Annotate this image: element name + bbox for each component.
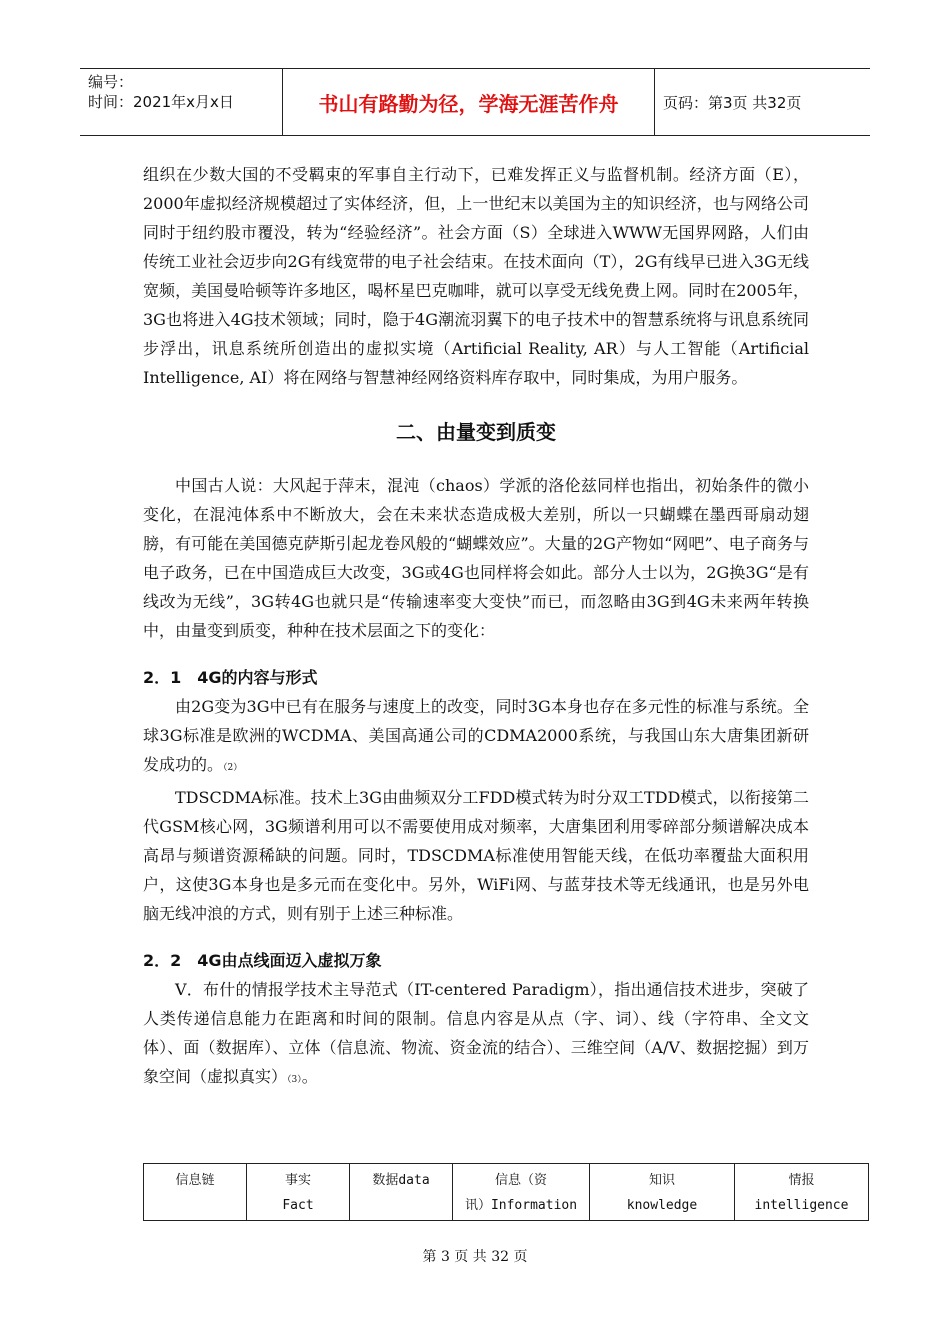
reference-2: （2） (223, 763, 243, 773)
reference-3: （3） (287, 1075, 302, 1085)
table-cell: 知识 knowledge (590, 1164, 735, 1221)
paragraph-2: 中国古人说：大风起于萍末，混沌（chaos）学派的洛伦兹同样也指出，初始条件的微小变化，在混沌体系中不断放大，会在未来状态造成极大差别，所以一只蝴蝶在墨西哥扇动翅膀，有可能在美国德克萨斯引起龙卷风般的“蝴蝶效应”。大量的2G产物如“网吧”、电子商务与电子政务，已在中国造成巨大改变，3G或4G也同样将会如此。部分人士以为，2G换3G“是有线改为无线”，3G转4G也就只是“传输速率变大变快”而已，而忽略由3G到4G未来两年转换中，由量变到质变，种种在技术层面之下的变化： (143, 476, 809, 640)
information-chain-table (143, 1163, 869, 1221)
table-cell: 数据data (350, 1164, 453, 1221)
number-label: 编号： (88, 73, 134, 91)
table-cell: 信息（资 讯）Information (453, 1164, 590, 1221)
subsection-2-1-title: 2．1 4G的内容与形式 (143, 668, 318, 687)
date-line: 时间：2021年x月x日 (88, 93, 234, 111)
table-cell: 事实 Fact (247, 1164, 350, 1221)
paragraph-3 (143, 692, 809, 783)
paragraph-4: TDSCDMA标准。技术上3G由曲频双分工FDD模式转为时分双工TDD模式，以衔接第二代GSM核心网，3G频谱利用可以不需要使用成对频率，大唐集团利用零碎部分频谱解决成本高昂与频谱资源稀缺的问题。同时，TDSCDMA标准使用智能天线，在低功率覆盐大面积用户，这使3G本身也是多元而在变化中。另外，WiFi网、与蓝芽技术等无线通讯，也是另外电脑无线冲浪的方式，则有别于上述三种标准。 (143, 788, 809, 923)
table-cell: 信息链 (144, 1164, 247, 1221)
subsection-2-2-title: 2．2 4G由点线面迈入虚拟万象 (143, 951, 382, 970)
paragraph-5-text: V．布什的情报学技术主导范式（IT-centered Paradigm），指出通信技术进步，突破了人类传递信息能力在距离和时间的限制。信息内容是从点（字、词）、线（字符串、全文文体）、面（数据库）、立体（信息流、物流、资金流的结合）、三维空间（A/V、数据挖掘）到万象空间（虚拟真实） (143, 980, 809, 1086)
paragraph-3-text: 由2G变为3G中已有在服务与速度上的改变，同时3G本身也存在多元性的标准与系统。全球3G标准是欧洲的WCDMA、美国高通公司的CDMA2000系统，与我国山东大唐集团新研发成功的。 (143, 697, 809, 774)
document-body (143, 160, 809, 1095)
section-2-title: 二、由量变到质变 (396, 420, 556, 444)
header-page-info: 页码：第3页 共32页 (663, 93, 802, 112)
paragraph-5 (143, 975, 809, 1095)
paragraph-5-end: 。 (301, 1067, 318, 1086)
header-motto: 书山有路勤为径，学海无涯苦作舟 (282, 69, 655, 135)
table-cell: 情报 intelligence (735, 1164, 869, 1221)
header-left (80, 69, 282, 135)
page-footer: 第 3 页 共 32 页 (422, 1249, 528, 1265)
paragraph-1: 组织在少数大国的不受羁束的军事自主行动下，已难发挥正义与监督机制。经济方面（E），2000年虚拟经济规模超过了实体经济，但，上一世纪末以美国为主的知识经济，也与网络公司同时于纽约股市覆没，转为“经验经济”。社会方面（S）全球进入WWW无国界网路，人们由传统工业社会迈步向2G有线宽带的电子社会结束。在技术面向（T），2G有线早已进入3G无线宽频，美国曼哈顿等许多地区，喝杯星巴克咖啡，就可以享受无线免费上网。同时在2005年，3G也将进入4G技术领域；同时，隐于4G潮流羽翼下的电子技术中的智慧系统将与讯息系统同步浮出，讯息系统所创造出的虚拟实境（Artificial Reality, AR）与人工智能（Artificial Intelligence, AI）将在网络与智慧神经网络资料库存取中，同时集成，为用户服务。 (143, 165, 809, 387)
table-row (144, 1164, 869, 1221)
page-header (80, 68, 870, 136)
